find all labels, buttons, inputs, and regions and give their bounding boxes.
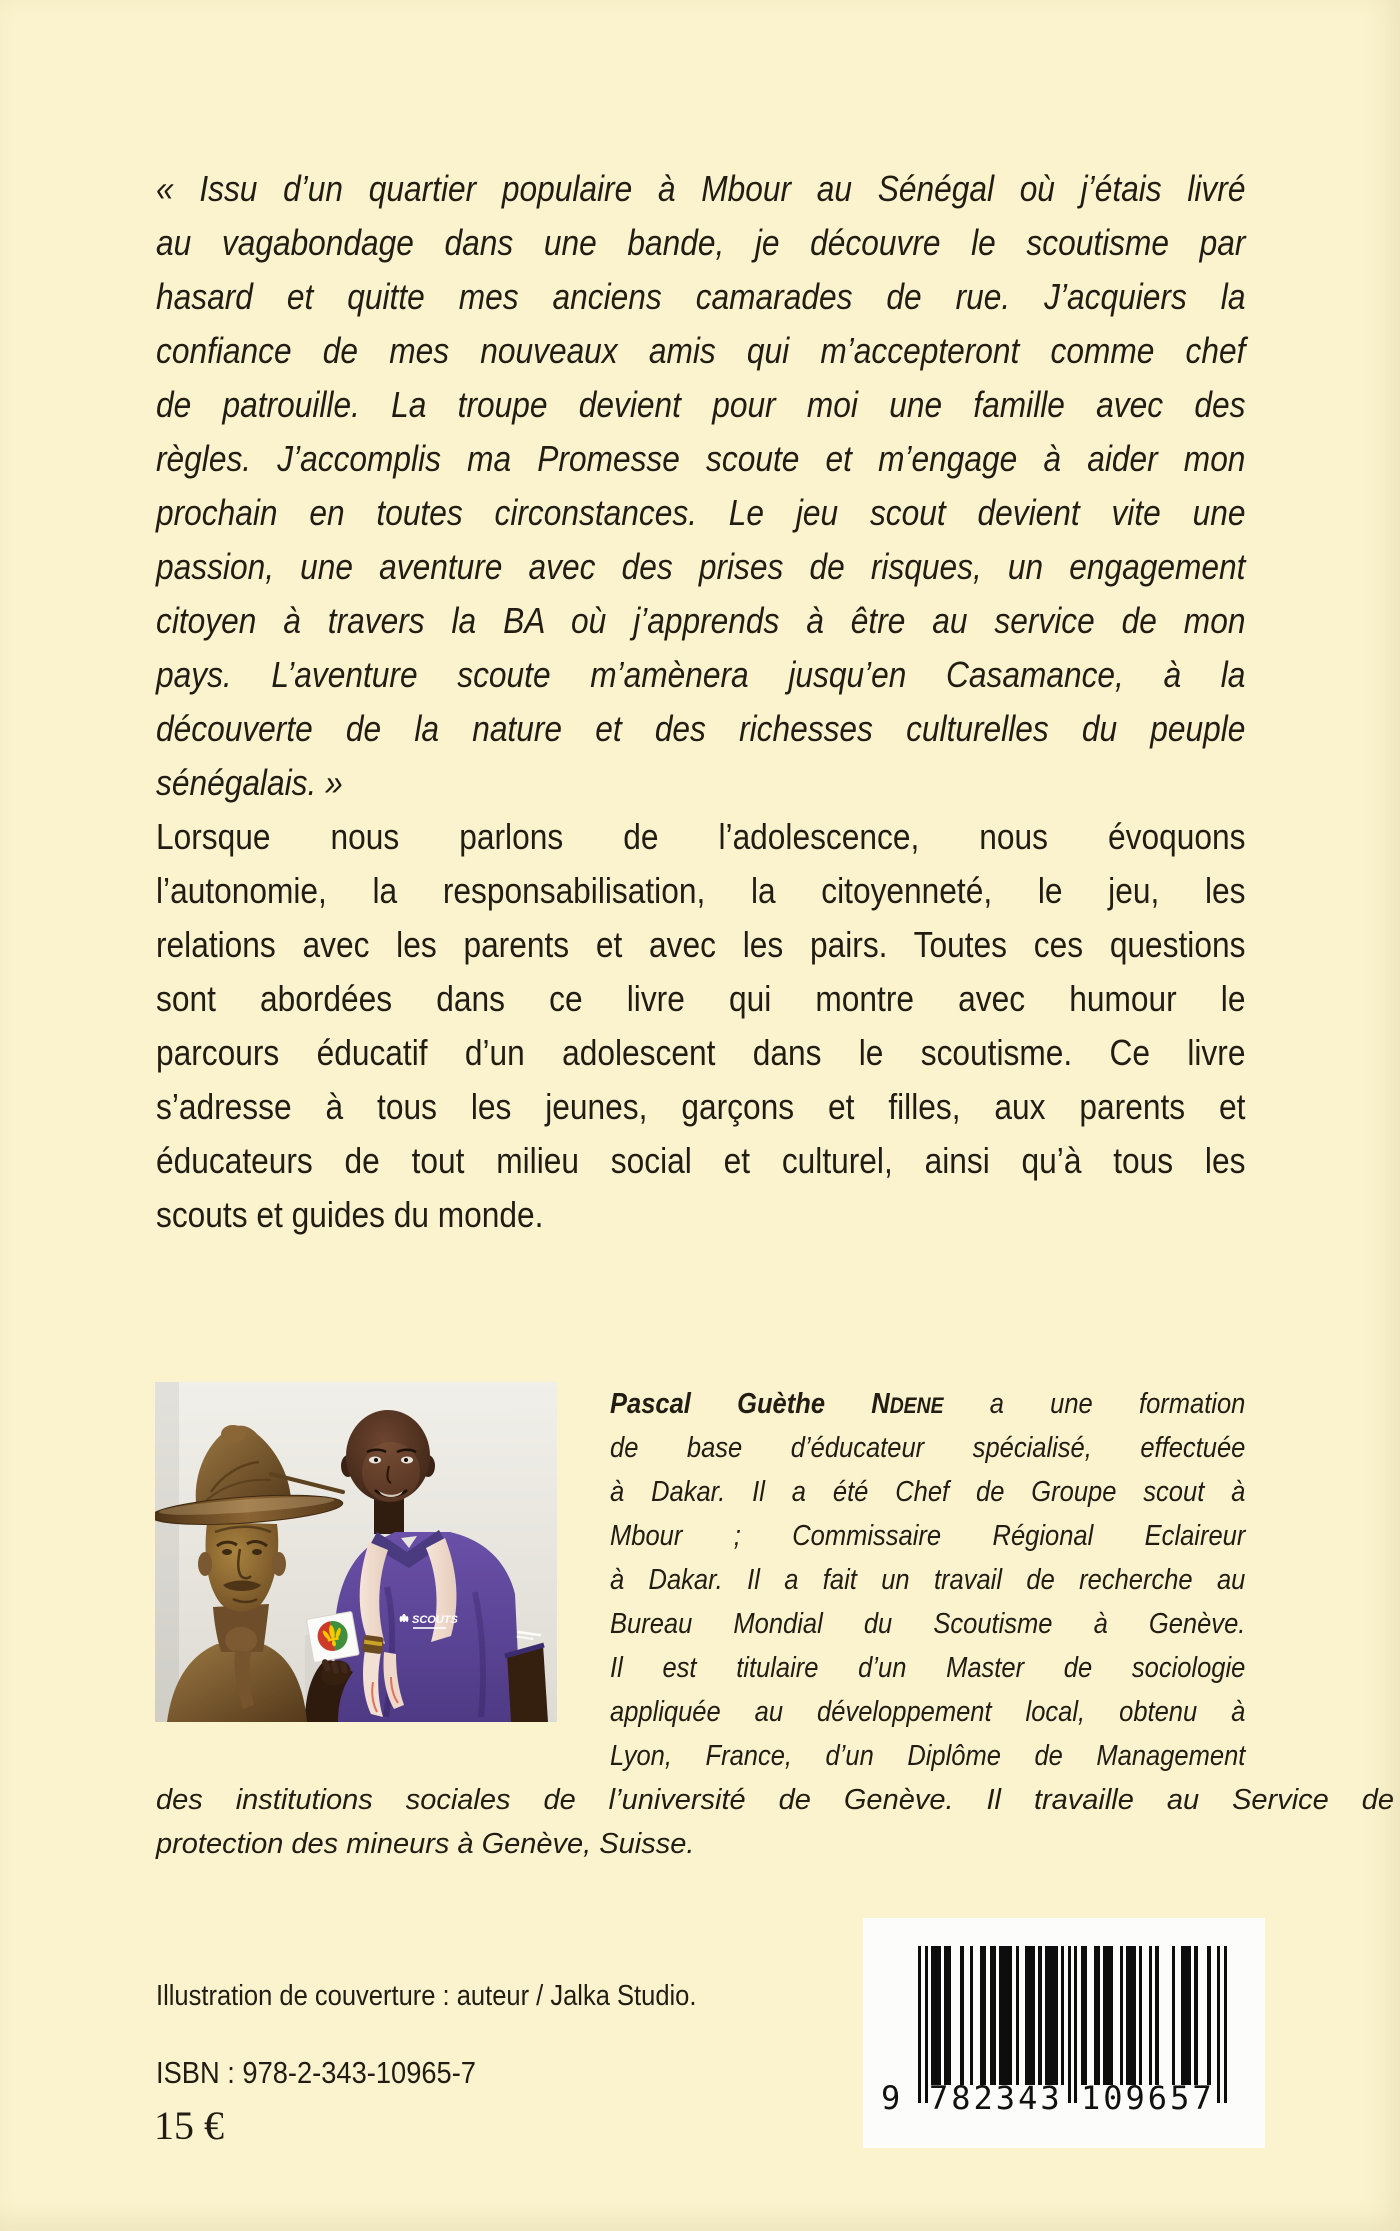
barcode-bar <box>1103 1946 1113 2085</box>
text-line: s’adresse à tous les jeunes, garçons et filles, aux parents et <box>156 1086 1246 1127</box>
author-bio-lines <box>610 1426 1245 1778</box>
text-line: Il est titulaire d’un Master de sociologie <box>610 1652 1246 1684</box>
back-cover-text <box>156 162 1394 1242</box>
barcode-bar <box>1139 1946 1142 2085</box>
text-line: prochain en toutes circonstances. Le jeu scout devient vite une <box>156 492 1246 533</box>
barcode-bar <box>1126 1946 1136 2085</box>
text-line: sont abordées dans ce livre qui montre avec humour le <box>156 978 1246 1019</box>
text-line: relations avec les parents et avec les pairs. Toutes ces questions <box>156 924 1246 965</box>
barcode-bar <box>1224 1946 1227 2103</box>
text-line: au vagabondage dans une bande, je découvre le scoutisme par <box>156 222 1246 263</box>
barcode-bar <box>1149 1946 1152 2085</box>
barcode-bar <box>1172 1946 1175 2085</box>
text-line: règles. J’accomplis ma Promesse scoute et m’engage à aider mon <box>156 438 1246 479</box>
barcode-bar <box>1081 1946 1088 2085</box>
barcode-bar <box>1061 1946 1064 2085</box>
cover-credit: Illustration de couverture : auteur / Jalka Studio. <box>156 1980 697 2012</box>
barcode-bar <box>1120 1946 1123 2085</box>
barcode-bar <box>944 1946 951 2085</box>
text-line: Lyon, France, d’un Diplôme de Management <box>610 1740 1246 1772</box>
barcode-bar <box>918 1946 921 2103</box>
text-line: pays. L’aventure scoute m’amènera jusqu’en Casamance, à la <box>156 654 1246 695</box>
barcode-bar <box>1194 1946 1197 2085</box>
barcode-bar <box>931 1946 941 2085</box>
text-line: « Issu d’un quartier populaire à Mbour au Sénégal où j’étais livré <box>156 168 1246 209</box>
author-name: Pascal Guèthe N <box>610 1388 890 1420</box>
isbn-text: ISBN : 978-2-343-10965-7 <box>156 2055 476 2090</box>
text-line: confiance de mes nouveaux amis qui m’accepteront comme chef <box>156 330 1246 371</box>
barcode-bar <box>1207 1946 1210 2085</box>
text-line: sénégalais. » <box>156 762 343 803</box>
barcode-bar <box>1155 1946 1158 2085</box>
text-line: Mbour ; Commissaire Régional Eclaireur <box>610 1520 1246 1552</box>
barcode-bar <box>1068 1946 1071 2103</box>
text-line: découverte de la nature et des richesses culturelles du peuple <box>156 708 1246 749</box>
barcode-bar <box>1025 1946 1035 2085</box>
barcode-bar <box>1217 1946 1220 2103</box>
price-text: 15 € <box>154 2103 224 2148</box>
text-line: éducateurs de tout milieu social et culturel, ainsi qu’à tous les <box>156 1140 1246 1181</box>
barcode-bar <box>1181 1946 1191 2085</box>
text-line: scouts et guides du monde. <box>156 1194 544 1235</box>
scout-emblem-card <box>306 1611 359 1662</box>
shirt-logo-text: SCOUTS <box>412 1614 458 1626</box>
barcode-bar <box>999 1946 1012 2085</box>
barcode-bar <box>990 1946 997 2085</box>
barcode-bar <box>1016 1946 1019 2085</box>
synopsis-paragraph <box>156 810 1245 1242</box>
text-line: de base d’éducateur spécialisé, effectuée <box>610 1432 1246 1464</box>
text-line: passion, une aventure avec des prises de risques, un engagement <box>156 546 1246 587</box>
text-line: Bureau Mondial du Scoutisme à Genève. <box>610 1608 1246 1640</box>
barcode-bar <box>980 1946 987 2085</box>
barcode-bar <box>1045 1946 1058 2085</box>
text-line: appliquée au développement local, obtenu à <box>610 1696 1246 1728</box>
author-bio-fullwidth <box>156 1778 1394 1866</box>
text-line: citoyen à travers la BA où j’apprends à être au service de mon <box>156 600 1246 641</box>
author-name-smallcaps: DENE <box>889 1393 944 1418</box>
text-line: parcours éducatif d’un adolescent dans le scoutisme. Ce livre <box>156 1032 1246 1073</box>
text-line: à Dakar. Il a été Chef de Groupe scout à <box>610 1476 1246 1508</box>
barcode-digits-right: 109657 <box>1081 2079 1215 2117</box>
barcode-bar <box>1094 1946 1101 2085</box>
barcode-digits-left: 782343 <box>929 2079 1063 2117</box>
text-line: à Dakar. Il a fait un travail de recherche au <box>610 1564 1246 1596</box>
text-line: hasard et quitte mes anciens camarades de rue. J’acquiers la <box>156 276 1246 317</box>
author-name-line <box>610 1382 1245 1426</box>
text-line: l’autonomie, la responsabilisation, la citoyenneté, le jeu, les <box>156 870 1246 911</box>
barcode-digit-lead: 9 <box>881 2079 901 2117</box>
text-line: des institutions sociales de l’université de Genève. Il travaille au Service de <box>156 1784 1394 1816</box>
barcode-bar <box>1074 1946 1077 2103</box>
bio-text: a une formation <box>943 1388 1246 1420</box>
barcode <box>863 1918 1265 2148</box>
author-bio-column <box>610 1382 1245 1778</box>
quote-paragraph <box>156 162 1245 810</box>
author-photo <box>155 1382 557 1722</box>
barcode-bar <box>960 1946 963 2085</box>
barcode-bar <box>970 1946 973 2085</box>
text-line: de patrouille. La troupe devient pour moi une famille avec des <box>156 384 1246 425</box>
barcode-bar <box>1038 1946 1041 2085</box>
text-line: protection des mineurs à Genève, Suisse. <box>156 1828 695 1860</box>
text-line: Lorsque nous parlons de l’adolescence, nous évoquons <box>156 816 1246 857</box>
barcode-bar <box>925 1946 928 2103</box>
